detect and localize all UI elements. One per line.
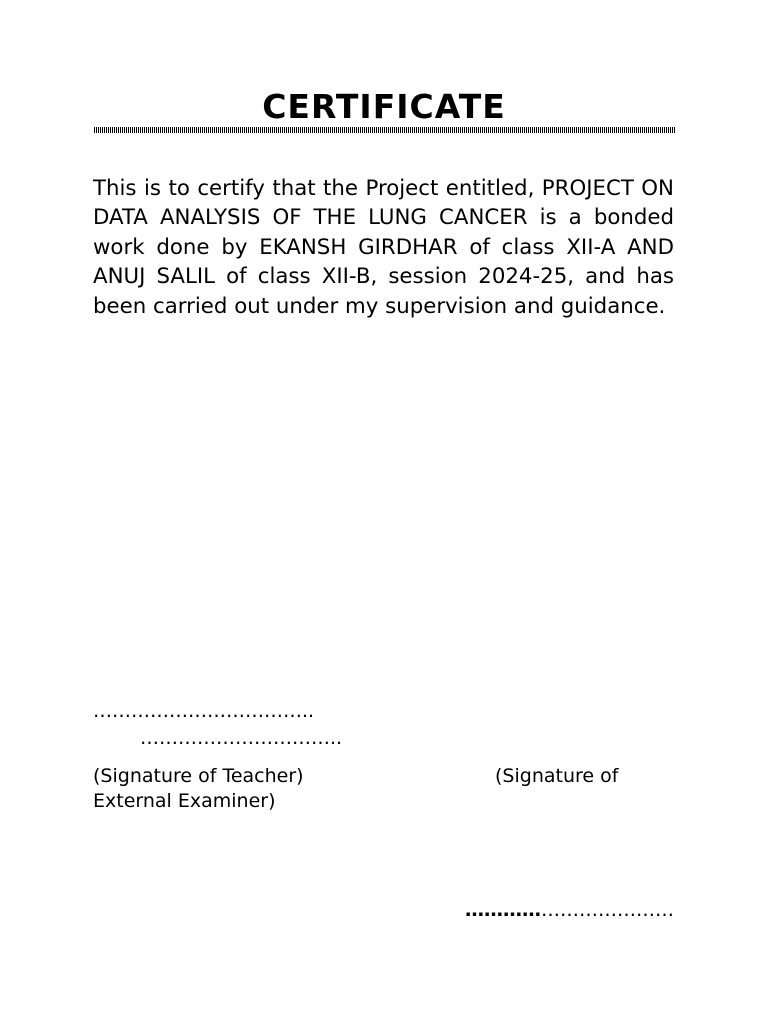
teacher-signature-label: (Signature of Teacher) [93, 765, 304, 787]
bottom-dotted-line-bold: ………… [465, 899, 541, 921]
title-underline-rule [94, 127, 675, 133]
signature-labels [93, 764, 693, 814]
teacher-signature-dotted-line: …………………………….. [93, 700, 315, 722]
bottom-dotted-line [465, 899, 674, 921]
external-examiner-signature-label: (Signature of External Examiner) [93, 765, 619, 812]
certificate-title: CERTIFICATE [262, 87, 506, 126]
external-signature-dotted-line: ………………………….. [140, 727, 343, 749]
bottom-dotted-line-regular: ………………… [541, 899, 674, 921]
certificate-body-text: This is to certify that the Project entitled, PROJECT ON DATA ANALYSIS OF THE LUNG CANCER is a bonded work done by EKANSH GIRDHAR of class XII-A AND ANUJ SALIL of class XII-B, session 2024-25, and has been carried out under my supervision and guidance. [93, 176, 674, 319]
